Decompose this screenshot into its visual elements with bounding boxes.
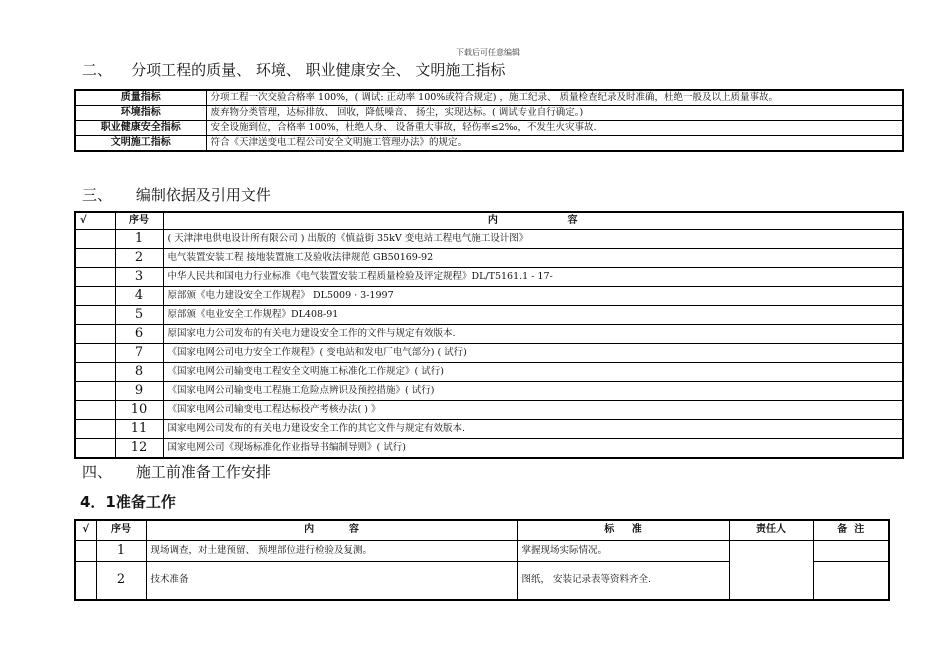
indicator-label: 文明施工指标	[75, 136, 206, 152]
prep-remark	[813, 540, 889, 561]
preparation-table	[74, 519, 890, 601]
reference-text: ( 天津津电供电设计所有限公司 ) 出版的《慎益街 35kV 变电站工程电气施工设计图》	[163, 229, 903, 248]
prep-check-header: √	[75, 520, 96, 540]
reference-check	[75, 438, 115, 458]
reference-number: 1	[115, 229, 163, 248]
reference-text: 电气装置安装工程 接地装置施工及验收法律规范 GB50169-92	[163, 248, 903, 267]
prep-seq-header: 序号	[96, 520, 146, 540]
prep-owner-header: 责任人	[729, 520, 813, 540]
indicator-row	[75, 121, 903, 136]
reference-check	[75, 362, 115, 381]
reference-row	[75, 438, 903, 458]
reference-number: 6	[115, 324, 163, 343]
reference-number: 10	[115, 400, 163, 419]
indicator-text: 废弃物分类管理，达标排放、 回收，降低噪音、 扬尘，实现达标。( 调试专业自行确定。)	[206, 106, 903, 121]
reference-row	[75, 248, 903, 267]
reference-row	[75, 305, 903, 324]
seq-header: 序号	[115, 212, 163, 229]
indicator-text: 分项工程一次交验合格率 100%，( 调试: 正动率 100%或符合规定) ，施工纪录、 质量检查纪录及时准确，杜绝一般及以上质量事故。	[206, 90, 903, 106]
reference-text: 《国家电网公司输变电工程安全文明施工标准化工作规定》( 试行)	[163, 362, 903, 381]
reference-check	[75, 343, 115, 362]
reference-text: 国家电网公司《现场标准化作业指导书编制导则》( 试行)	[163, 438, 903, 458]
content-header: 内 容	[163, 212, 903, 229]
reference-number: 8	[115, 362, 163, 381]
reference-row	[75, 362, 903, 381]
reference-text: 原部颁《电力建设安全工作规程》 DL5009 · 3-1997	[163, 286, 903, 305]
reference-row	[75, 324, 903, 343]
reference-check	[75, 305, 115, 324]
reference-number: 4	[115, 286, 163, 305]
reference-number: 3	[115, 267, 163, 286]
reference-text: 原部颁《电业安全工作规程》DL408-91	[163, 305, 903, 324]
prep-content-header: 内 容	[146, 520, 517, 540]
check-header: √	[75, 212, 115, 229]
indicator-row	[75, 136, 903, 152]
indicators-table	[74, 89, 904, 152]
prep-number: 1	[96, 540, 146, 561]
header-note: 下载后可任意编辑	[456, 48, 520, 57]
section-3-title: 三、 编制依据及引用文件	[82, 186, 271, 204]
reference-number: 2	[115, 248, 163, 267]
reference-text: 国家电网公司发布的有关电力建设安全工作的其它文件与规定有效版本.	[163, 419, 903, 438]
indicator-text: 安全设施到位，合格率 100%，杜绝人身、 设备重大事故，轻伤率≤2‰，不发生火灾事故.	[206, 121, 903, 136]
indicator-label: 质量指标	[75, 90, 206, 106]
reference-check	[75, 286, 115, 305]
reference-check	[75, 400, 115, 419]
prep-row	[75, 540, 889, 561]
reference-text: 中华人民共和国电力行业标准《电气装置安装工程质量检验及评定规程》DL/T5161.1 - 17-	[163, 267, 903, 286]
indicator-row	[75, 90, 903, 106]
reference-row	[75, 381, 903, 400]
reference-row	[75, 229, 903, 248]
reference-text: 原国家电力公司发布的有关电力建设安全工作的文件与规定有效版本.	[163, 324, 903, 343]
section-4-title: 四、 施工前准备工作安排	[82, 463, 271, 481]
reference-row	[75, 286, 903, 305]
reference-check	[75, 248, 115, 267]
reference-number: 7	[115, 343, 163, 362]
prep-remark-header: 备 注	[813, 520, 889, 540]
reference-number: 9	[115, 381, 163, 400]
prep-standard: 掌握现场实际情况。	[517, 540, 729, 561]
reference-check	[75, 419, 115, 438]
prep-number: 2	[96, 561, 146, 600]
prep-owner	[729, 540, 813, 600]
indicator-text: 符合《天津送变电工程公司安全文明施工管理办法》的规定。	[206, 136, 903, 152]
prep-check	[75, 561, 96, 600]
prep-content: 现场调查，对土建预留、 预埋部位进行检验及复测。	[146, 540, 517, 561]
reference-row	[75, 267, 903, 286]
reference-row	[75, 400, 903, 419]
reference-check	[75, 229, 115, 248]
section-4-1-title: 4．1准备工作	[80, 493, 176, 511]
references-table	[74, 211, 904, 459]
section-2-title: 二、 分项工程的质量、 环境、 职业健康安全、 文明施工指标	[82, 61, 506, 79]
reference-check	[75, 381, 115, 400]
reference-text: 《国家电网公司电力安全工作规程》( 变电站和发电厂电气部分) ( 试行)	[163, 343, 903, 362]
reference-row	[75, 343, 903, 362]
reference-text: 《国家电网公司输变电工程达标投产考核办法( ) 》	[163, 400, 903, 419]
reference-number: 5	[115, 305, 163, 324]
reference-check	[75, 324, 115, 343]
indicator-row	[75, 106, 903, 121]
reference-text: 《国家电网公司输变电工程施工危险点辨识及预控措施》( 试行)	[163, 381, 903, 400]
reference-row	[75, 419, 903, 438]
indicator-label: 职业健康安全指标	[75, 121, 206, 136]
prep-standard-header: 标 准	[517, 520, 729, 540]
prep-content: 技术准备	[146, 561, 517, 600]
reference-number: 11	[115, 419, 163, 438]
prep-remark	[813, 561, 889, 600]
indicator-label: 环境指标	[75, 106, 206, 121]
reference-number: 12	[115, 438, 163, 458]
prep-check	[75, 540, 96, 561]
prep-standard: 图纸， 安装记录表等资料齐全.	[517, 561, 729, 600]
reference-check	[75, 267, 115, 286]
